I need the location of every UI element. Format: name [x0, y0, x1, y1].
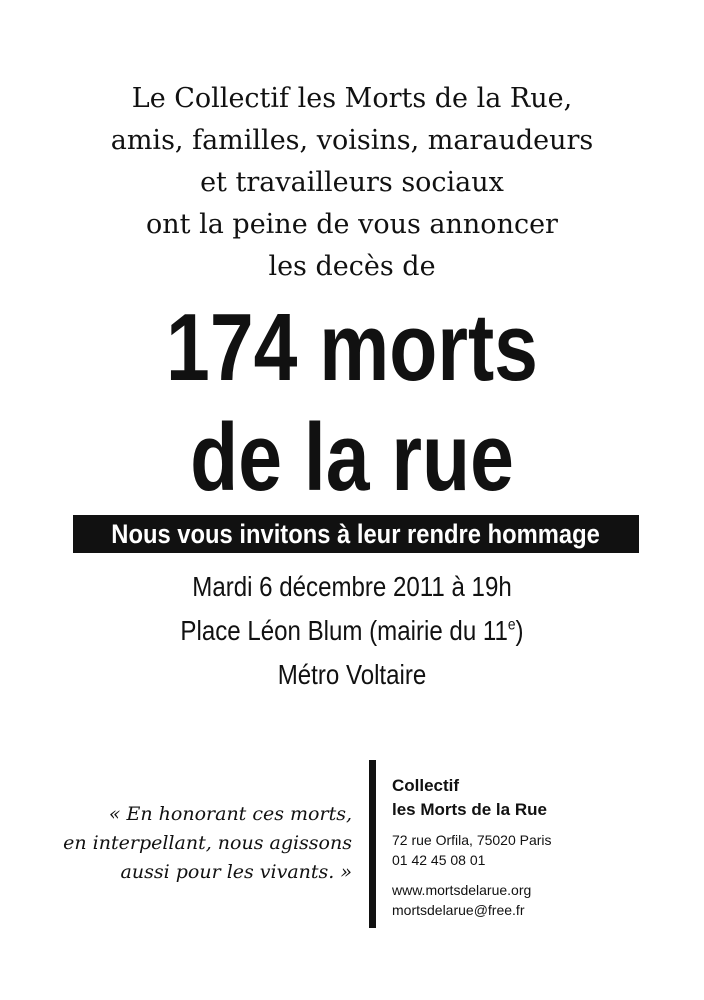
announcement-line: les decès de — [268, 251, 436, 282]
invitation-text: Nous vous invitons à leur rendre hommage — [111, 518, 601, 549]
announcement-line: et travailleurs sociaux — [200, 167, 504, 198]
org-address: 72 rue Orfila, 75020 Paris — [392, 832, 552, 848]
org-name-line2: les Morts de la Rue — [392, 800, 547, 819]
announcement-line: ont la peine de vous annoncer — [146, 209, 558, 240]
invitation-banner — [73, 515, 639, 553]
headline-count: 174 morts — [166, 294, 538, 401]
announcement-line: amis, familles, voisins, maraudeurs — [110, 125, 594, 156]
org-name-line1: Collectif — [392, 776, 460, 795]
org-email: mortsdelarue@free.fr — [392, 902, 525, 918]
org-phone: 01 42 45 08 01 — [392, 852, 486, 868]
event-metro: Métro Voltaire — [277, 659, 427, 690]
quote-block — [63, 800, 352, 887]
announcement-line: Le Collectif les Morts de la Rue, — [131, 83, 573, 114]
announcement-text — [0, 78, 704, 288]
event-place-text: Place Léon Blum (mairie du 11 — [180, 615, 508, 646]
org-website: www.mortsdelarue.org — [392, 882, 532, 898]
contact-block — [392, 774, 552, 920]
event-date: Mardi 6 décembre 2011 à 19h — [192, 571, 512, 602]
event-details — [0, 565, 704, 697]
vertical-divider — [369, 760, 376, 928]
quote-line: aussi pour les vivants. » — [120, 861, 352, 883]
headline-subject: de la rue — [190, 404, 514, 511]
event-place-close: ) — [515, 615, 524, 646]
quote-line: « En honorant ces morts, — [108, 803, 352, 825]
event-place — [49, 609, 654, 653]
event-place-superscript: e — [507, 616, 516, 634]
quote-line: en interpellant, nous agissons — [63, 832, 352, 854]
